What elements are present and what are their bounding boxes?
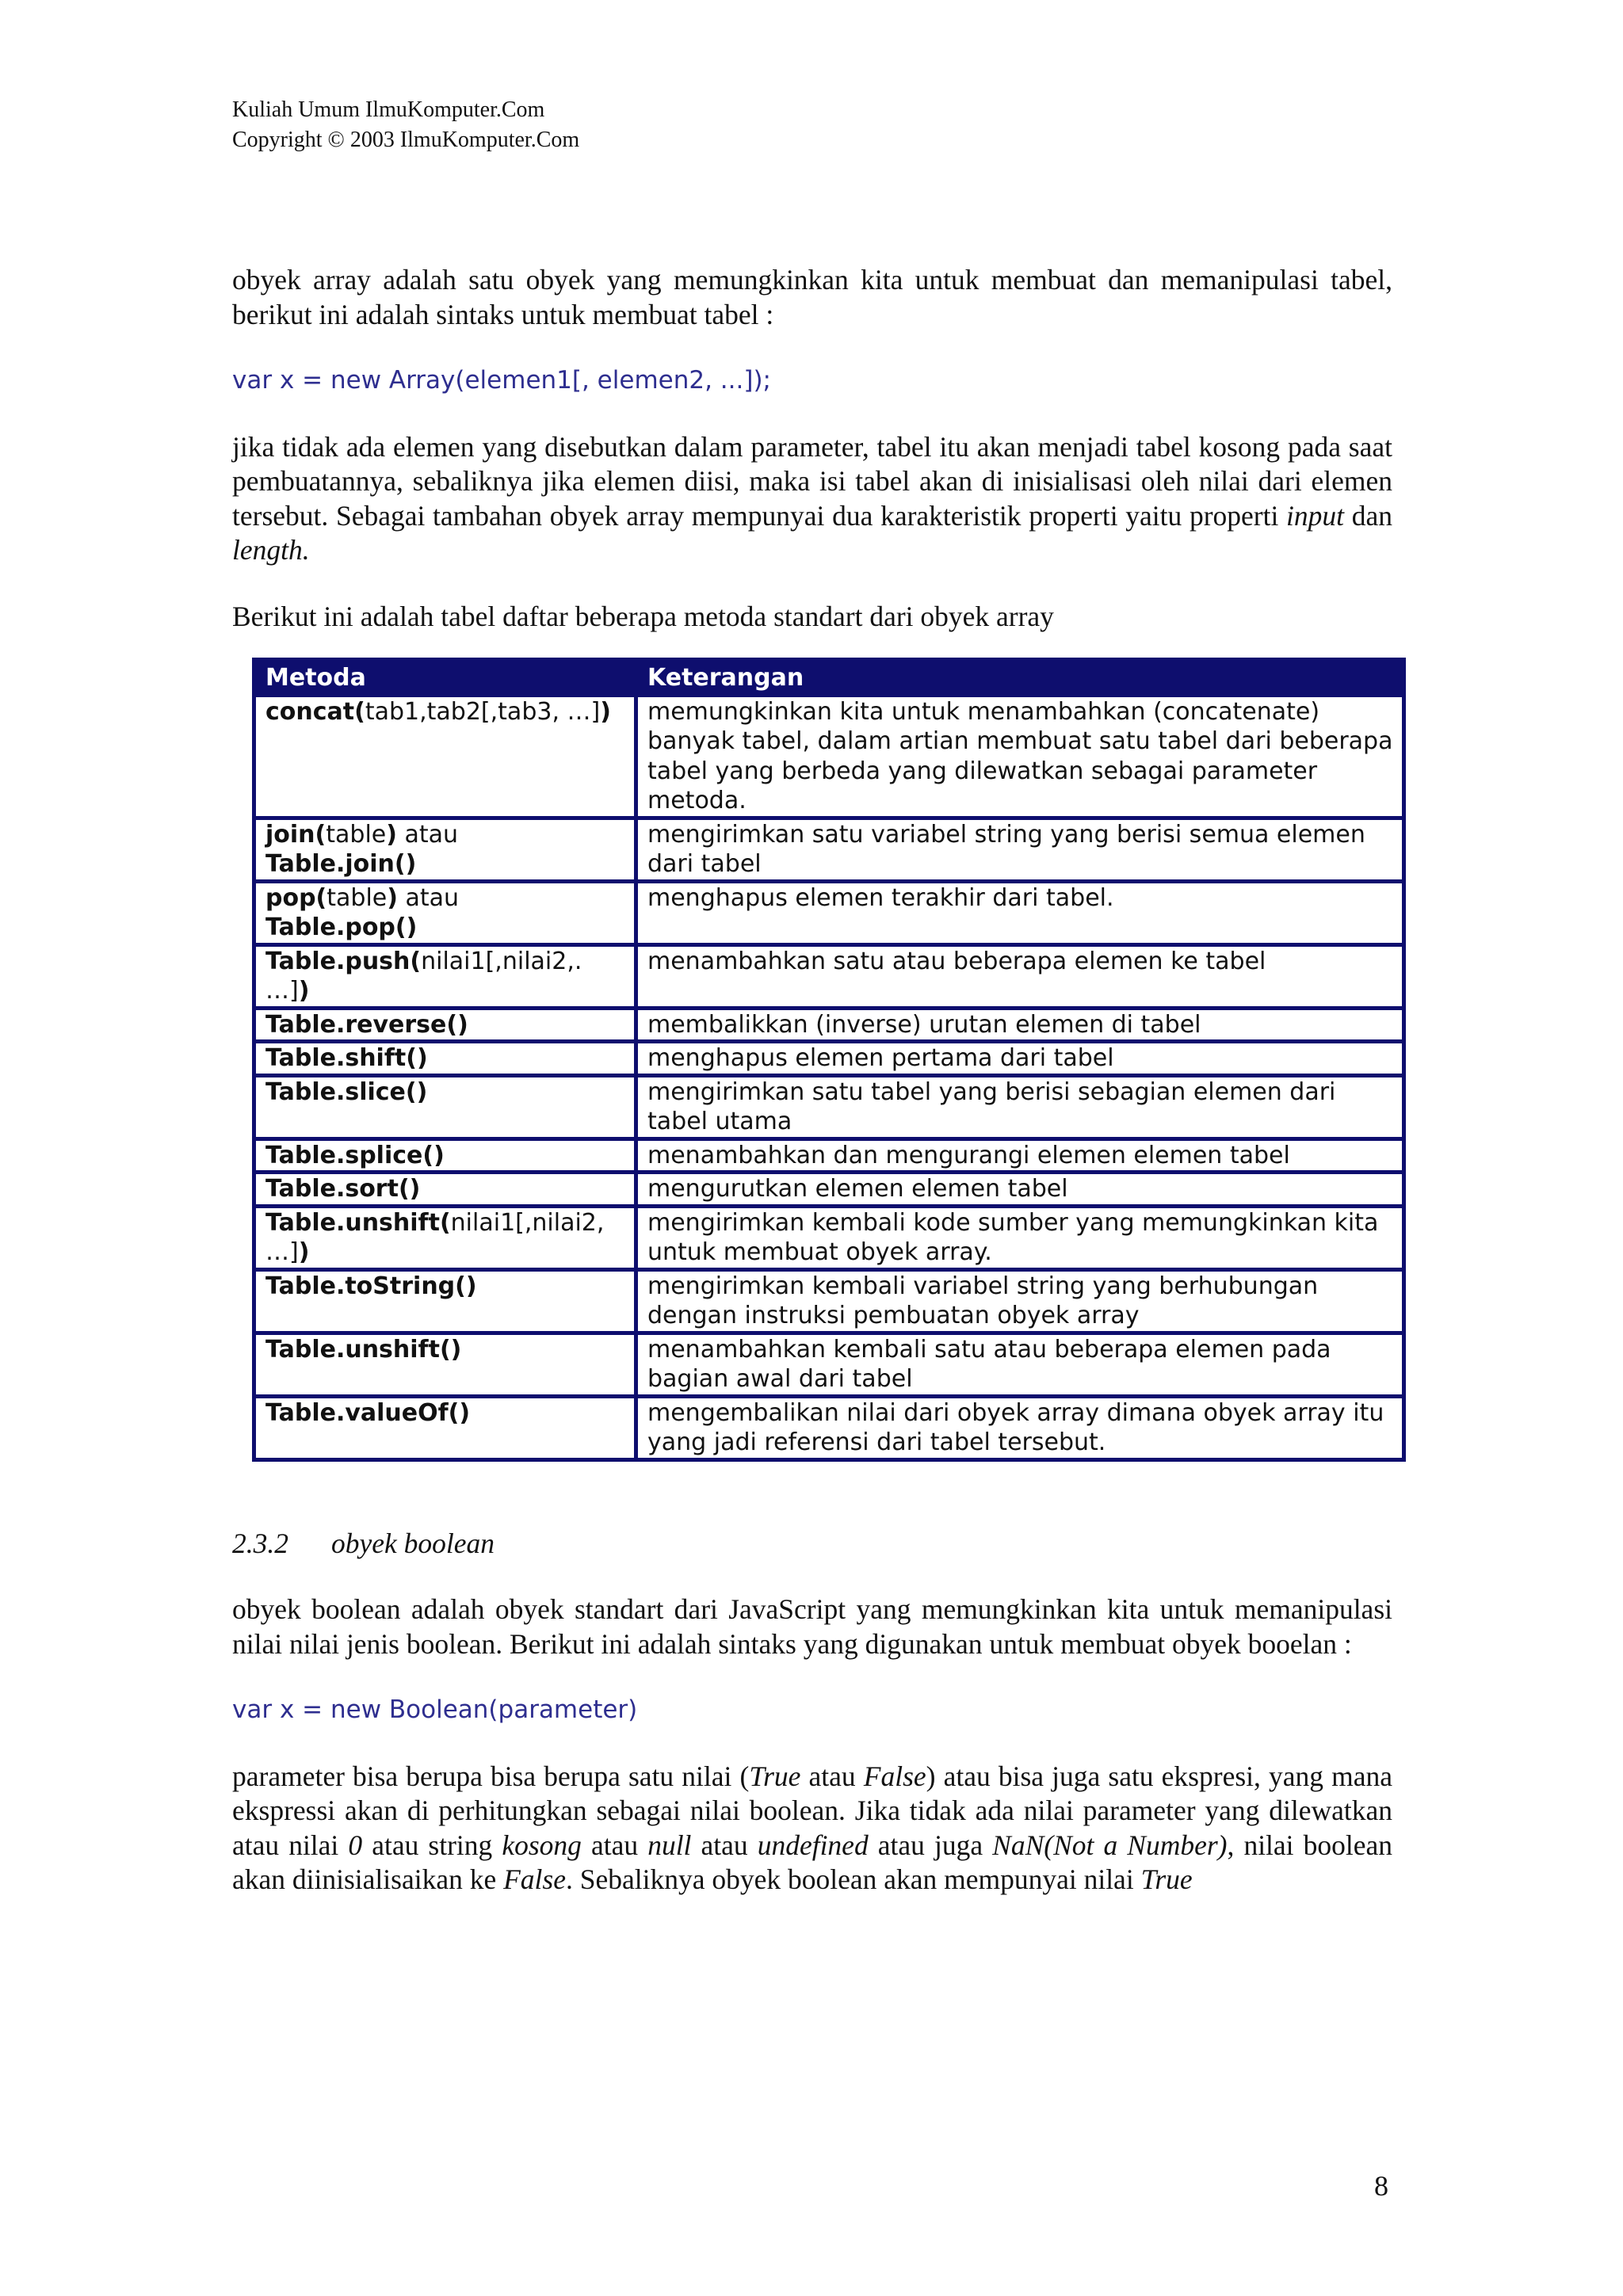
header-keterangan: Keterangan — [638, 662, 1402, 693]
method-cell: Table.reverse() — [256, 1006, 638, 1040]
table-row — [256, 1204, 1402, 1268]
method-cell: Table.slice() — [256, 1074, 638, 1137]
intro-paragraph: obyek array adalah satu obyek yang memungkinkan kita untuk membuat dan memanipulasi tabel, berikut ini adalah sintaks untuk membuat tabel : — [232, 264, 1392, 330]
boolean-description-paragraph: parameter bisa berupa bisa berupa satu nilai (True atau False) atau bisa juga satu ekspresi, yang mana ekspressi akan di perhitungkan sebagai nilai boolean. Jika tidak ada nilai parameter yang dilewatkan atau nilai 0 atau string kosong atau null atau undefined atau juga NaN(Not a Number), nilai boolean akan diinisialisaikan ke False. Sebaliknya obyek boolean akan mempunyai nilai True — [232, 1760, 1392, 1895]
method-cell: Table.splice() — [256, 1137, 638, 1171]
description-cell: mengurutkan elemen elemen tabel — [638, 1170, 1402, 1204]
section-title: obyek boolean — [331, 1527, 495, 1559]
table-row — [256, 1331, 1402, 1394]
description-cell: mengembalikan nilai dari obyek array dimana obyek array itu yang jadi referensi dari tabel tersebut. — [638, 1394, 1402, 1458]
description-cell: menambahkan dan mengurangi elemen elemen tabel — [638, 1137, 1402, 1171]
header-metoda: Metoda — [256, 662, 638, 693]
description-cell: menambahkan kembali satu atau beberapa elemen pada bagian awal dari tabel — [638, 1331, 1402, 1394]
page-body — [232, 263, 1392, 1897]
method-cell: pop(table) atau Table.pop() — [256, 879, 638, 943]
page-number: 8 — [1374, 2170, 1388, 2202]
description-cell: menghapus elemen terakhir dari tabel. — [638, 879, 1402, 943]
description-cell: menghapus elemen pertama dari tabel — [638, 1039, 1402, 1074]
table-row — [256, 1268, 1402, 1331]
table-row — [256, 693, 1402, 816]
array-syntax-code: var x = new Array(elemen1[, elemen2, ...]); — [232, 366, 771, 395]
table-row — [256, 879, 1402, 943]
method-cell: Table.shift() — [256, 1039, 638, 1074]
header-copyright: Copyright © 2003 IlmuKomputer.Com — [232, 128, 580, 152]
table-row — [256, 943, 1402, 1006]
table-row — [256, 1137, 1402, 1171]
length-property: length. — [232, 534, 310, 566]
table-row — [256, 1170, 1402, 1204]
description-cell: mengirimkan kembali kode sumber yang memungkinkan kita untuk membuat obyek array. — [638, 1204, 1402, 1268]
method-cell: Table.unshift() — [256, 1331, 638, 1394]
table-header-row — [256, 662, 1402, 693]
method-cell: Table.toString() — [256, 1268, 638, 1331]
table-row — [256, 816, 1402, 879]
header-title: Kuliah Umum IlmuKomputer.Com — [232, 97, 545, 122]
array-description-paragraph: jika tidak ada elemen yang disebutkan dalam parameter, tabel itu akan menjadi tabel kosong pada saat pembuatannya, sebaliknya jika elemen diisi, maka isi tabel akan di inisialisasi oleh nilai dari elemen tersebut. Sebagai tambahan obyek array mempunyai dua karakteristik properti yaitu properti input dan length. — [232, 430, 1392, 566]
page-header — [232, 95, 579, 155]
table-intro-paragraph: Berikut ini adalah tabel daftar beberapa metoda standart dari obyek array — [232, 600, 1054, 632]
description-cell: membalikkan (inverse) urutan elemen di tabel — [638, 1006, 1402, 1040]
table-row — [256, 1039, 1402, 1074]
table-row — [256, 1006, 1402, 1040]
input-property: input — [1286, 499, 1345, 532]
description-cell: mengirimkan satu variabel string yang berisi semua elemen dari tabel — [638, 816, 1402, 879]
table-row — [256, 1074, 1402, 1137]
method-cell: Table.sort() — [256, 1170, 638, 1204]
description-cell: mengirimkan kembali variabel string yang berhubungan dengan instruksi pembuatan obyek array — [638, 1268, 1402, 1331]
boolean-syntax-code: var x = new Boolean(parameter) — [232, 1695, 638, 1724]
method-cell: concat(tab1,tab2[,tab3, …]) — [256, 693, 638, 816]
table-row — [256, 1394, 1402, 1458]
description-cell: menambahkan satu atau beberapa elemen ke tabel — [638, 943, 1402, 1006]
description-cell: memungkinkan kita untuk menambahkan (concatenate) banyak tabel, dalam artian membuat satu tabel dari beberapa tabel yang berbeda yang dilewatkan sebagai parameter metoda. — [638, 693, 1402, 816]
description-cell: mengirimkan satu tabel yang berisi sebagian elemen dari tabel utama — [638, 1074, 1402, 1137]
method-cell: Table.unshift(nilai1[,nilai2, …]) — [256, 1204, 638, 1268]
boolean-intro-paragraph: obyek boolean adalah obyek standart dari JavaScript yang memungkinkan kita untuk memanipulasi nilai nilai jenis boolean. Berikut ini adalah sintaks yang digunakan untuk membuat obyek booelan : — [232, 1593, 1392, 1660]
method-cell: join(table) atau Table.join() — [256, 816, 638, 879]
method-cell: Table.valueOf() — [256, 1394, 638, 1458]
section-heading — [232, 1527, 1392, 1562]
method-cell: Table.push(nilai1[,nilai2,. …]) — [256, 943, 638, 1006]
array-methods-table — [252, 658, 1406, 1462]
section-number: 2.3.2 — [232, 1527, 288, 1559]
